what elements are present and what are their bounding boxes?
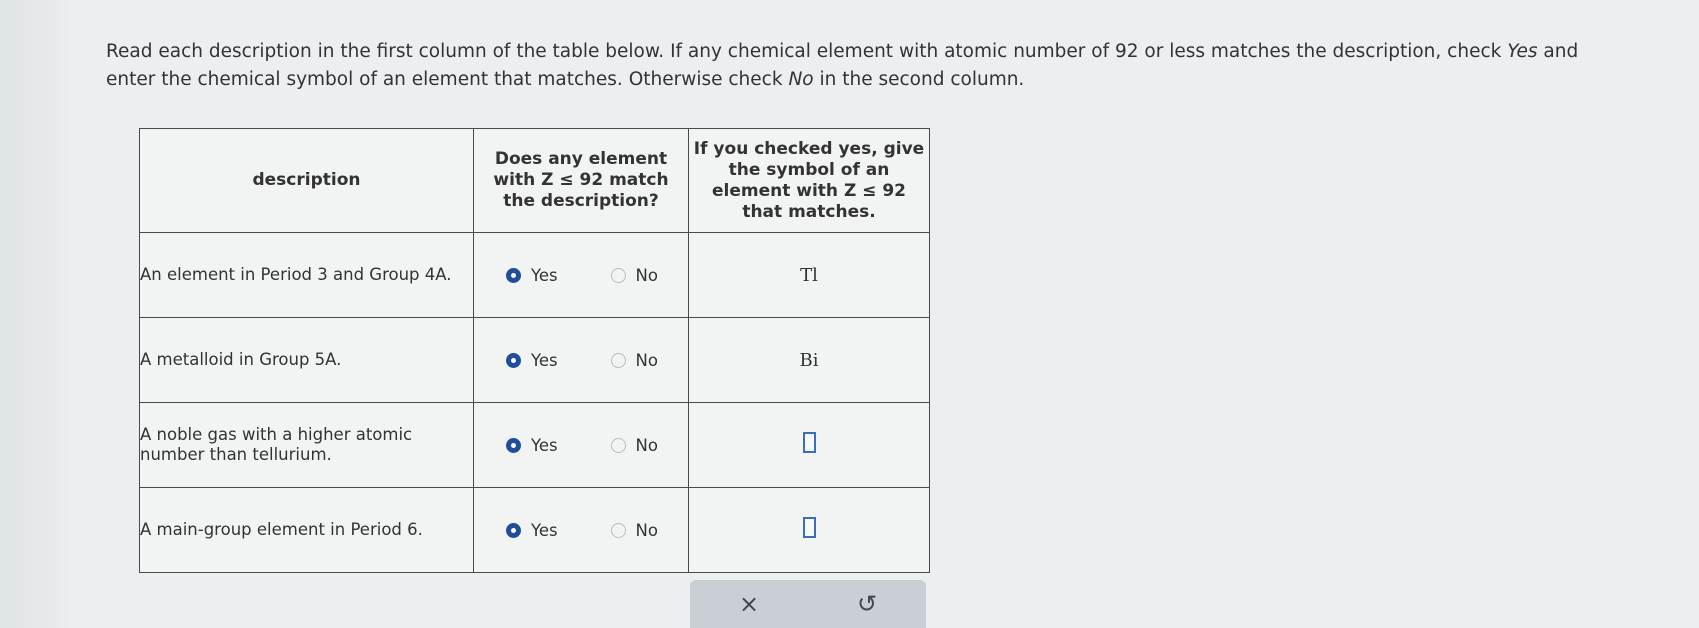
table-row (140, 403, 930, 488)
instructions-line-2: enter the chemical symbol of an element that matches. Otherwise check No in the second column. (106, 69, 1025, 90)
radio-yes-selected[interactable] (506, 268, 521, 283)
table-row (140, 488, 930, 573)
row-description: A metalloid in Group 5A. (140, 318, 474, 403)
radio-yes-selected[interactable] (506, 523, 521, 538)
yes-option[interactable]: Yes (506, 351, 558, 370)
header-match: Does any element with Z ≤ 92 match the description? (474, 129, 689, 233)
yes-no-choice (474, 318, 689, 403)
radio-no[interactable] (611, 353, 626, 368)
yes-no-choice (474, 233, 689, 318)
symbol-field[interactable] (689, 403, 930, 488)
header-symbol: If you checked yes, give the symbol of an element with Z ≤ 92 that matches. (689, 129, 930, 233)
no-option[interactable]: No (611, 351, 658, 370)
undo-icon[interactable]: ↺ (856, 590, 878, 618)
screen-bezel (0, 0, 74, 628)
yes-no-choice (474, 403, 689, 488)
row-description: An element in Period 3 and Group 4A. (140, 233, 474, 318)
table-row (140, 233, 930, 318)
radio-no[interactable] (611, 438, 626, 453)
instructions (106, 38, 1646, 94)
no-option[interactable]: No (611, 521, 658, 540)
yes-option[interactable]: Yes (506, 266, 558, 285)
instructions-line-1: Read each description in the first column of the table below. If any chemical element with atomic number of 92 or less matches the description, check Yes and (106, 41, 1579, 62)
answer-toolbar (690, 580, 926, 628)
element-table (139, 128, 930, 573)
radio-yes-selected[interactable] (506, 438, 521, 453)
header-description: description (140, 129, 474, 233)
symbol-field[interactable]: Tl (689, 233, 930, 318)
row-description: A noble gas with a higher atomic number than tellurium. (140, 403, 474, 488)
symbol-field[interactable] (689, 488, 930, 573)
clear-icon[interactable]: × (738, 590, 760, 618)
no-option[interactable]: No (611, 266, 658, 285)
yes-option[interactable]: Yes (506, 436, 558, 455)
empty-symbol-input[interactable] (803, 432, 816, 453)
symbol-field[interactable]: Bi (689, 318, 930, 403)
yes-no-choice (474, 488, 689, 573)
no-option[interactable]: No (611, 436, 658, 455)
yes-option[interactable]: Yes (506, 521, 558, 540)
row-description: A main-group element in Period 6. (140, 488, 474, 573)
table-row (140, 318, 930, 403)
radio-no[interactable] (611, 523, 626, 538)
radio-yes-selected[interactable] (506, 353, 521, 368)
radio-no[interactable] (611, 268, 626, 283)
empty-symbol-input[interactable] (803, 517, 816, 538)
